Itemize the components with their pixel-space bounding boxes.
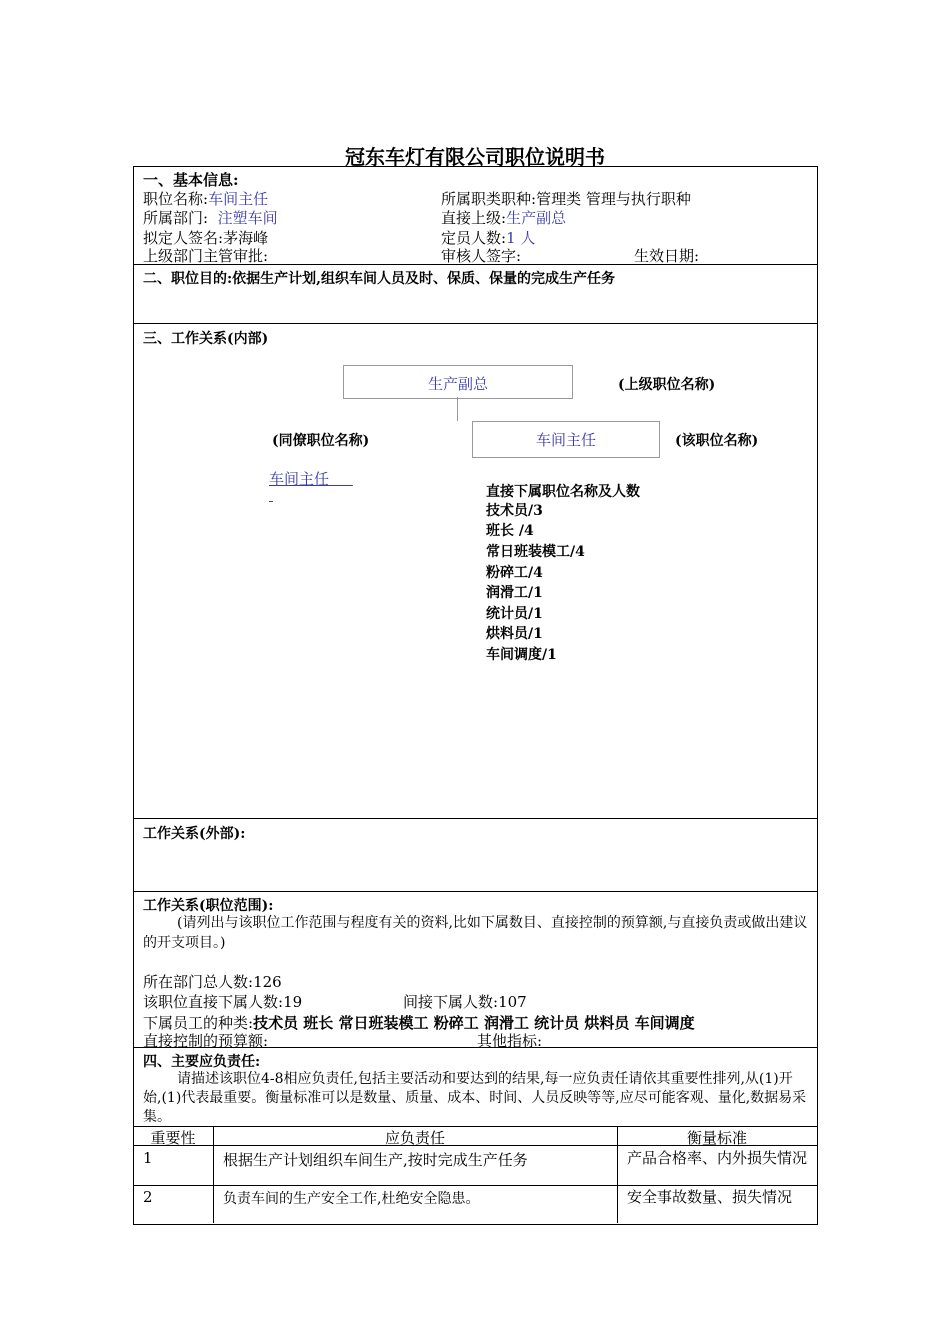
subordinate-item: 烘料员/1 <box>486 626 543 642</box>
dept-total-label: 所在部门总人数: <box>143 973 254 991</box>
section1-heading: 一、基本信息: <box>143 171 239 189</box>
section3-heading: 三、工作关系(内部) <box>143 331 269 347</box>
indirect-reports-row <box>403 991 527 1012</box>
superior-label: 直接上级: <box>441 209 507 227</box>
drafter-label: 拟定人签名: <box>143 229 224 247</box>
divider-2 <box>133 323 818 324</box>
position-name-label: 职位名称: <box>143 190 209 208</box>
subordinate-item: 班长 /4 <box>486 523 534 539</box>
section2-heading: 二、职位目的:依据生产计划,组织车间人员及时、保质、保量的完成生产任务 <box>143 271 616 287</box>
effective-date-label: 生效日期: <box>634 247 700 265</box>
subordinate-item: 粉碎工/4 <box>486 565 543 581</box>
position-name-row <box>143 188 268 209</box>
org-connector <box>457 397 458 421</box>
row1-rank: 1 <box>143 1149 153 1167</box>
self-caption: (该职位名称) <box>675 433 759 449</box>
budget-label: 直接控制的预算额: <box>143 1032 269 1050</box>
row2-measure: 安全事故数量、损失情况 <box>627 1188 793 1206</box>
dept-total-value: 126 <box>253 973 282 991</box>
divider-4 <box>133 891 818 892</box>
stray-mark <box>269 501 273 502</box>
direct-reports-value: 19 <box>283 993 303 1011</box>
peer-position-value: 车间主任 <box>269 470 330 488</box>
section4-heading: 四、主要应负责任: <box>143 1054 261 1070</box>
job-category-row <box>441 188 691 209</box>
headcount-label: 定员人数: <box>441 229 507 247</box>
department-row <box>143 207 278 228</box>
subordinate-item: 润滑工/1 <box>486 585 543 601</box>
position-name-value: 车间主任 <box>208 190 269 208</box>
superior-row <box>441 207 566 228</box>
row2-rank: 2 <box>143 1188 153 1206</box>
dept-total-row <box>143 971 282 992</box>
superior-caption: (上级职位名称) <box>618 377 716 393</box>
direct-reports-label: 该职位直接下属人数: <box>143 993 284 1011</box>
document-title: 冠东车灯有限公司职位说明书 <box>345 145 605 169</box>
table-row-line <box>133 1185 818 1186</box>
subordinate-item: 技术员/3 <box>486 503 543 519</box>
row2-duty: 负责车间的生产安全工作,杜绝安全隐患。 <box>223 1191 480 1207</box>
employee-types-label: 下属员工的种类: <box>143 1014 254 1032</box>
col-header-importance: 重要性 <box>150 1129 196 1147</box>
external-heading: 工作关系(外部): <box>143 826 246 842</box>
subordinate-item: 统计员/1 <box>486 606 543 622</box>
scope-note: (请列出与该职位工作范围与程度有关的资料,比如下属数目、直接控制的预算额,与直接负责或做出建议的开支项目。) <box>143 915 808 951</box>
employee-types-value: 技术员 班长 常日班装模工 粉碎工 润滑工 统计员 烘料员 车间调度 <box>253 1014 695 1032</box>
department-value: 注塑车间 <box>217 209 278 227</box>
divider-3 <box>133 818 818 819</box>
indirect-reports-value: 107 <box>498 993 527 1011</box>
row1-measure: 产品合格率、内外损失情况 <box>627 1149 808 1167</box>
peer-position-link[interactable] <box>269 468 353 489</box>
subordinate-item: 常日班装模工/4 <box>486 544 585 560</box>
job-category-value: 管理类 管理与执行职种 <box>536 190 691 208</box>
other-indicators-label: 其他指标: <box>477 1032 543 1050</box>
headcount-value: 1 人 <box>506 229 536 247</box>
superior-box-label: 生产副总 <box>427 375 488 393</box>
superior-value: 生产副总 <box>506 209 567 227</box>
subordinates-heading: 直接下属职位名称及人数 <box>486 484 640 500</box>
section4-instructions: 请描述该职位4-8相应负责任,包括主要活动和要达到的结果,每一应负责任请依其重要性排列,从(1)开始,(1)代表最重要。衡量标准可以是数量、质量、成本、时间、人员反映等等,应尽可能客观、量化,数据易采集。 <box>143 1071 807 1125</box>
job-category-label: 所属职类职种: <box>441 190 537 208</box>
row1-duty: 根据生产计划组织车间生产,按时完成生产任务 <box>223 1151 528 1169</box>
drafter-value: 茅海峰 <box>223 229 269 247</box>
reviewer-label: 审核人签字: <box>441 247 522 265</box>
peer-underline-pad <box>329 470 353 488</box>
self-position-box-label: 车间主任 <box>535 431 596 449</box>
department-label: 所属部门: <box>143 209 209 227</box>
peer-caption: (同僚职位名称) <box>272 433 370 449</box>
col-header-measure: 衡量标准 <box>686 1129 747 1147</box>
scope-heading: 工作关系(职位范围): <box>143 898 274 914</box>
indirect-reports-label: 间接下属人数: <box>403 993 499 1011</box>
col-header-duty: 应负责任 <box>384 1129 445 1147</box>
direct-reports-row <box>143 991 302 1012</box>
approval-label: 上级部门主管审批: <box>143 247 269 265</box>
subordinate-item: 车间调度/1 <box>486 647 557 663</box>
